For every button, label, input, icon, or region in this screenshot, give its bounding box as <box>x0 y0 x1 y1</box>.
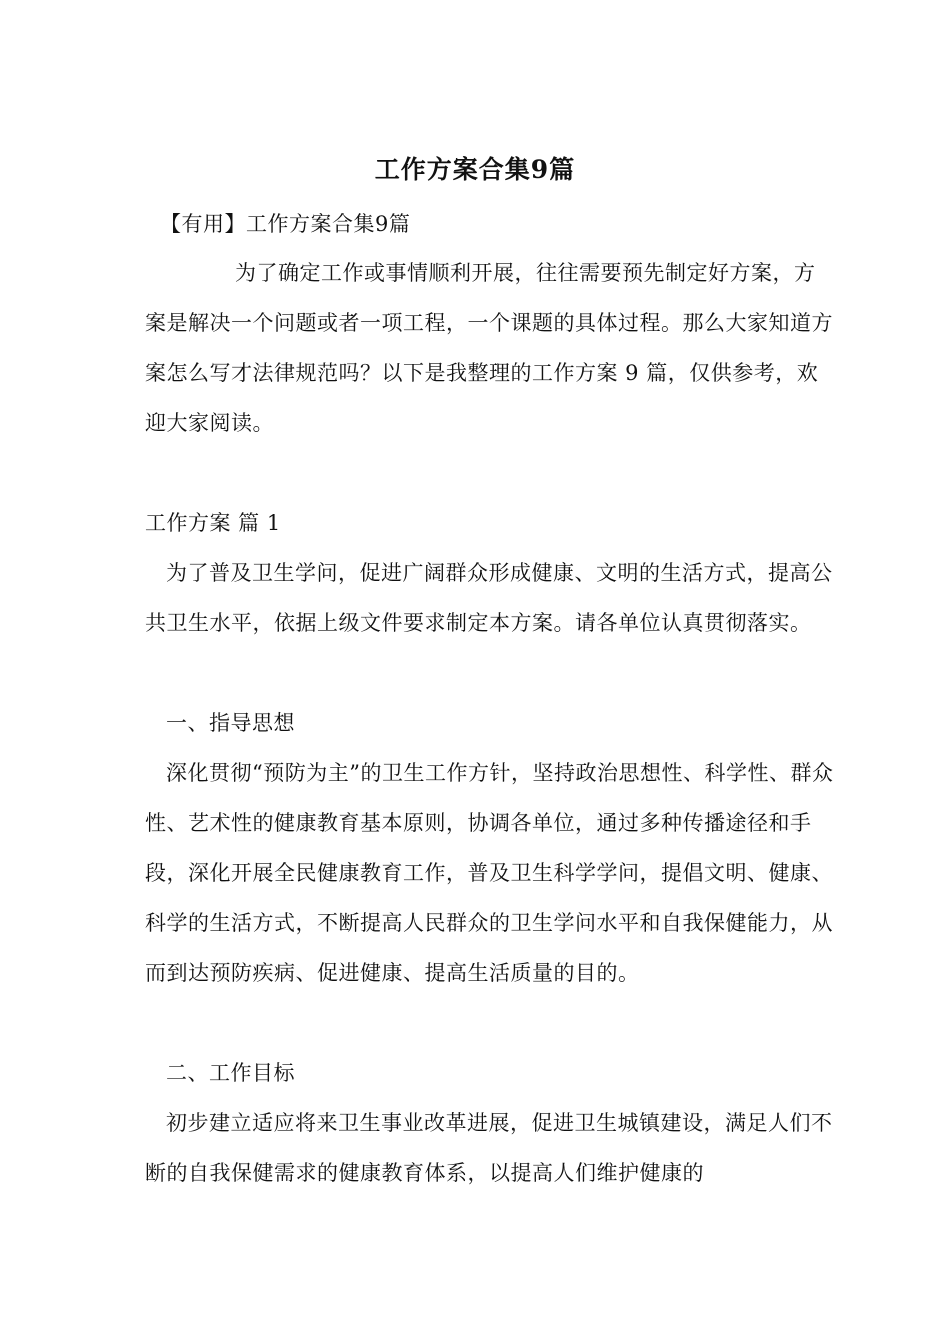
paragraph-2: 深化贯彻“预防为主”的卫生工作方针，坚持政治思想性、科学性、群众性、艺术性的健康教育基本原则，协调各单位，通过多种传播途径和手段，深化开展全民健康教育工作，普及卫生科学学问，提倡文明、健康、科学的生活方式，不断提高人民群众的卫生学问水平和自我保健能力，从而到达预防疾病、促进健康、提高生活质量的目的。 <box>145 761 834 985</box>
document-subtitle: 【有用】工作方案合集9篇 <box>160 212 411 236</box>
paragraph-3: 初步建立适应将来卫生事业改革进展，促进卫生城镇建设，满足人们不断的自我保健需求的健康教育体系，以提高人们维护健康的 <box>145 1111 833 1185</box>
heading-work-goals: 二、工作目标 <box>166 1061 295 1085</box>
document-title: 工作方案合集9篇 <box>374 155 576 184</box>
paragraph-1: 为了普及卫生学问，促进广阔群众形成健康、文明的生活方式，提高公共卫生水平，依据上级文件要求制定本方案。请各单位认真贯彻落实。 <box>145 561 833 635</box>
section-heading: 工作方案 篇 1 <box>145 511 281 535</box>
intro-paragraph: 为了确定工作或事情顺利开展，往往需要预先制定好方案，方案是解决一个问题或者一项工程，一个课题的具体过程。那么大家知道方案怎么写才法律规范吗？以下是我整理的工作方案 9 篇，仅供参考，欢迎大家阅读。 <box>145 261 833 435</box>
heading-guiding-ideology: 一、指导思想 <box>166 711 295 735</box>
